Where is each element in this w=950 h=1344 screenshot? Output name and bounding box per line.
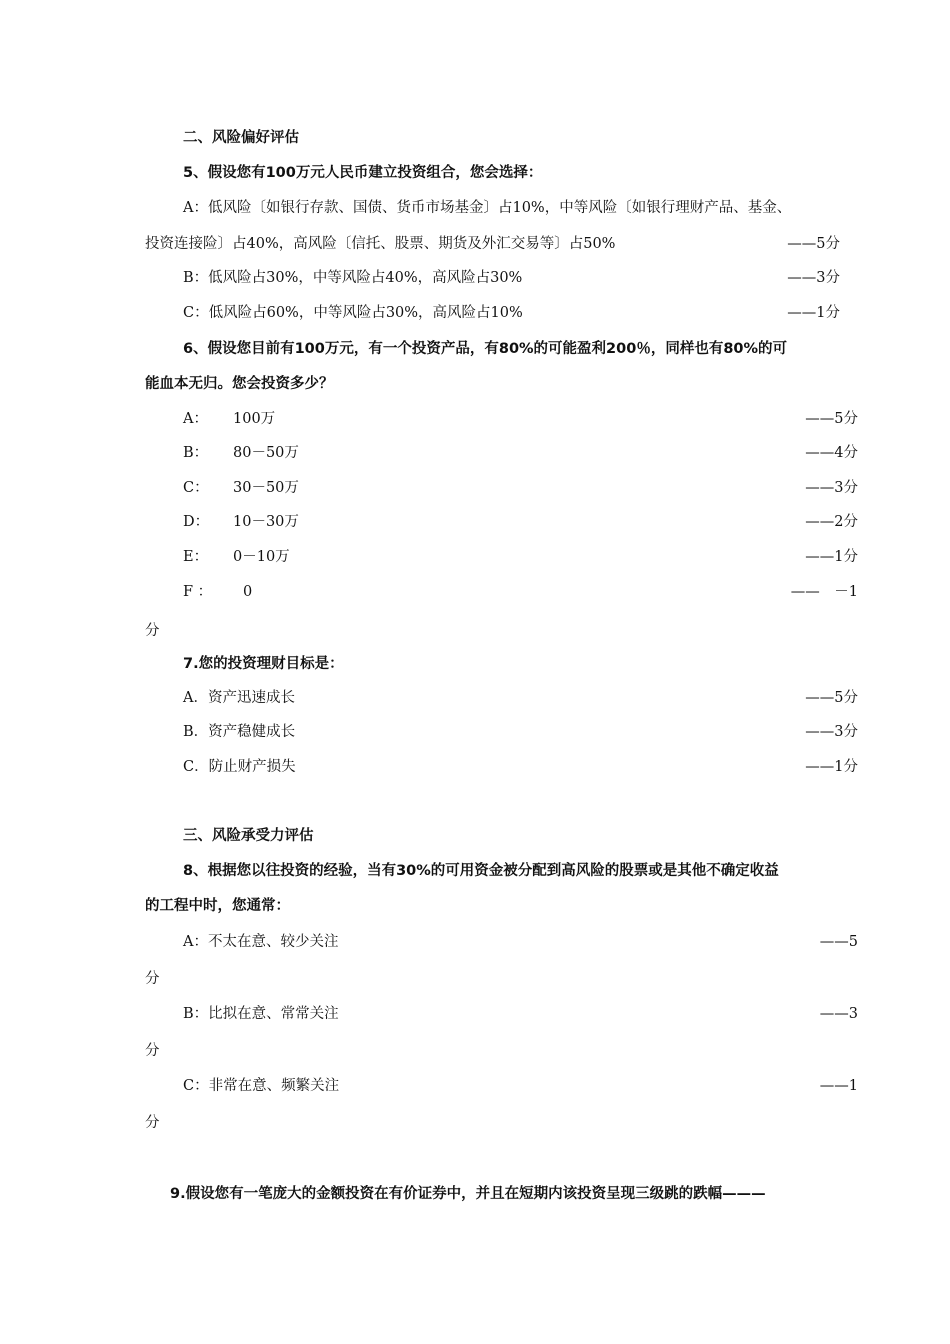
question-6-title-line1: 6、假设您目前有100万元，有一个投资产品，有80%的可能盈利200％，同样也有80%的可 — [183, 341, 788, 357]
question-9-title: 9.假设您有一笔庞大的金额投资在有价证券中，并且在短期内该投资呈现三级跳的跌幅——— — [170, 1186, 766, 1202]
q5-option-c-score: ——1分 — [787, 305, 840, 321]
question-7-title: 7.您的投资理财目标是： — [183, 656, 344, 672]
q8-option-a: A：不太在意、较少关注 — [183, 934, 339, 950]
question-8-title-line1: 8、根据您以往投资的经验，当有30%的可用资金被分配到高风险的股票或是其他不确定收益 — [183, 863, 779, 879]
q6-option-b-score: ——4分 — [805, 445, 858, 461]
section-heading-risk-preference: 二、风险偏好评估 — [183, 130, 299, 146]
q8-option-b: B：比拟在意、常常关注 — [183, 1006, 339, 1022]
q6-option-e — [183, 547, 290, 567]
q6-option-value: 10－30万 — [233, 514, 299, 530]
q6-option-label: F ： — [183, 584, 213, 600]
question-8-title-line2: 的工程中时，您通常： — [145, 898, 290, 914]
question-6-title-line2: 能血本无归。您会投资多少？ — [145, 376, 334, 392]
q6-option-value: 30－50万 — [233, 480, 299, 496]
q5-option-c: C：低风险占60%，中等风险占30%，高风险占10% — [183, 305, 523, 321]
q6-option-label: E： — [183, 549, 209, 565]
q7-option-c: C．防止财产损失 — [183, 759, 296, 775]
q6-option-label: C： — [183, 480, 209, 496]
q7-option-b-score: ——3分 — [805, 724, 858, 740]
q6-option-value: 0－10万 — [233, 549, 290, 565]
q6-option-a — [183, 409, 275, 429]
q8-option-a-unit: 分 — [145, 971, 160, 987]
q6-option-label: A： — [183, 411, 208, 427]
q6-option-label: B： — [183, 445, 209, 461]
q7-option-c-score: ——1分 — [805, 759, 858, 775]
q5-option-b: B：低风险占30%，中等风险占40%，高风险占30% — [183, 270, 523, 286]
q5-option-a-line1: A：低风险〔如银行存款、国债、货币市场基金〕占10%，中等风险〔如银行理财产品、基金、 — [183, 200, 792, 216]
q6-option-a-score: ——5分 — [805, 411, 858, 427]
q6-option-c — [183, 478, 299, 498]
question-5-title: 5、假设您有100万元人民币建立投资组合，您会选择： — [183, 165, 543, 181]
q5-option-b-score: ——3分 — [787, 270, 840, 286]
q6-option-f-score: —— －1 — [790, 584, 858, 600]
section-heading-risk-tolerance: 三、风险承受力评估 — [183, 828, 314, 844]
q6-option-value: 80－50万 — [233, 445, 299, 461]
q6-option-d — [183, 512, 299, 532]
q5-option-a-score: ——5分 — [787, 236, 840, 252]
q8-option-b-unit: 分 — [145, 1043, 160, 1059]
q8-option-c: C：非常在意、频繁关注 — [183, 1078, 340, 1094]
q6-option-b — [183, 443, 299, 463]
q8-option-a-score: ——5 — [819, 934, 858, 950]
q8-option-c-score: ——1 — [819, 1078, 858, 1094]
q5-option-a-line2: 投资连接险〕占40%，高风险〔信托、股票、期货及外汇交易等〕占50% — [145, 236, 616, 252]
q6-option-label: D： — [183, 514, 210, 530]
q6-option-c-score: ——3分 — [805, 480, 858, 496]
q7-option-b: B．资产稳健成长 — [183, 724, 296, 740]
q6-option-value: 100万 — [233, 411, 276, 427]
q6-option-f — [183, 582, 252, 602]
q6-option-value: 0 — [243, 584, 253, 600]
q7-option-a: A．资产迅速成长 — [183, 690, 295, 706]
q6-option-d-score: ——2分 — [805, 514, 858, 530]
q8-option-b-score: ——3 — [819, 1006, 858, 1022]
q6-option-e-score: ——1分 — [805, 549, 858, 565]
q7-option-a-score: ——5分 — [805, 690, 858, 706]
q6-option-f-unit: 分 — [145, 623, 160, 639]
q8-option-c-unit: 分 — [145, 1115, 160, 1131]
